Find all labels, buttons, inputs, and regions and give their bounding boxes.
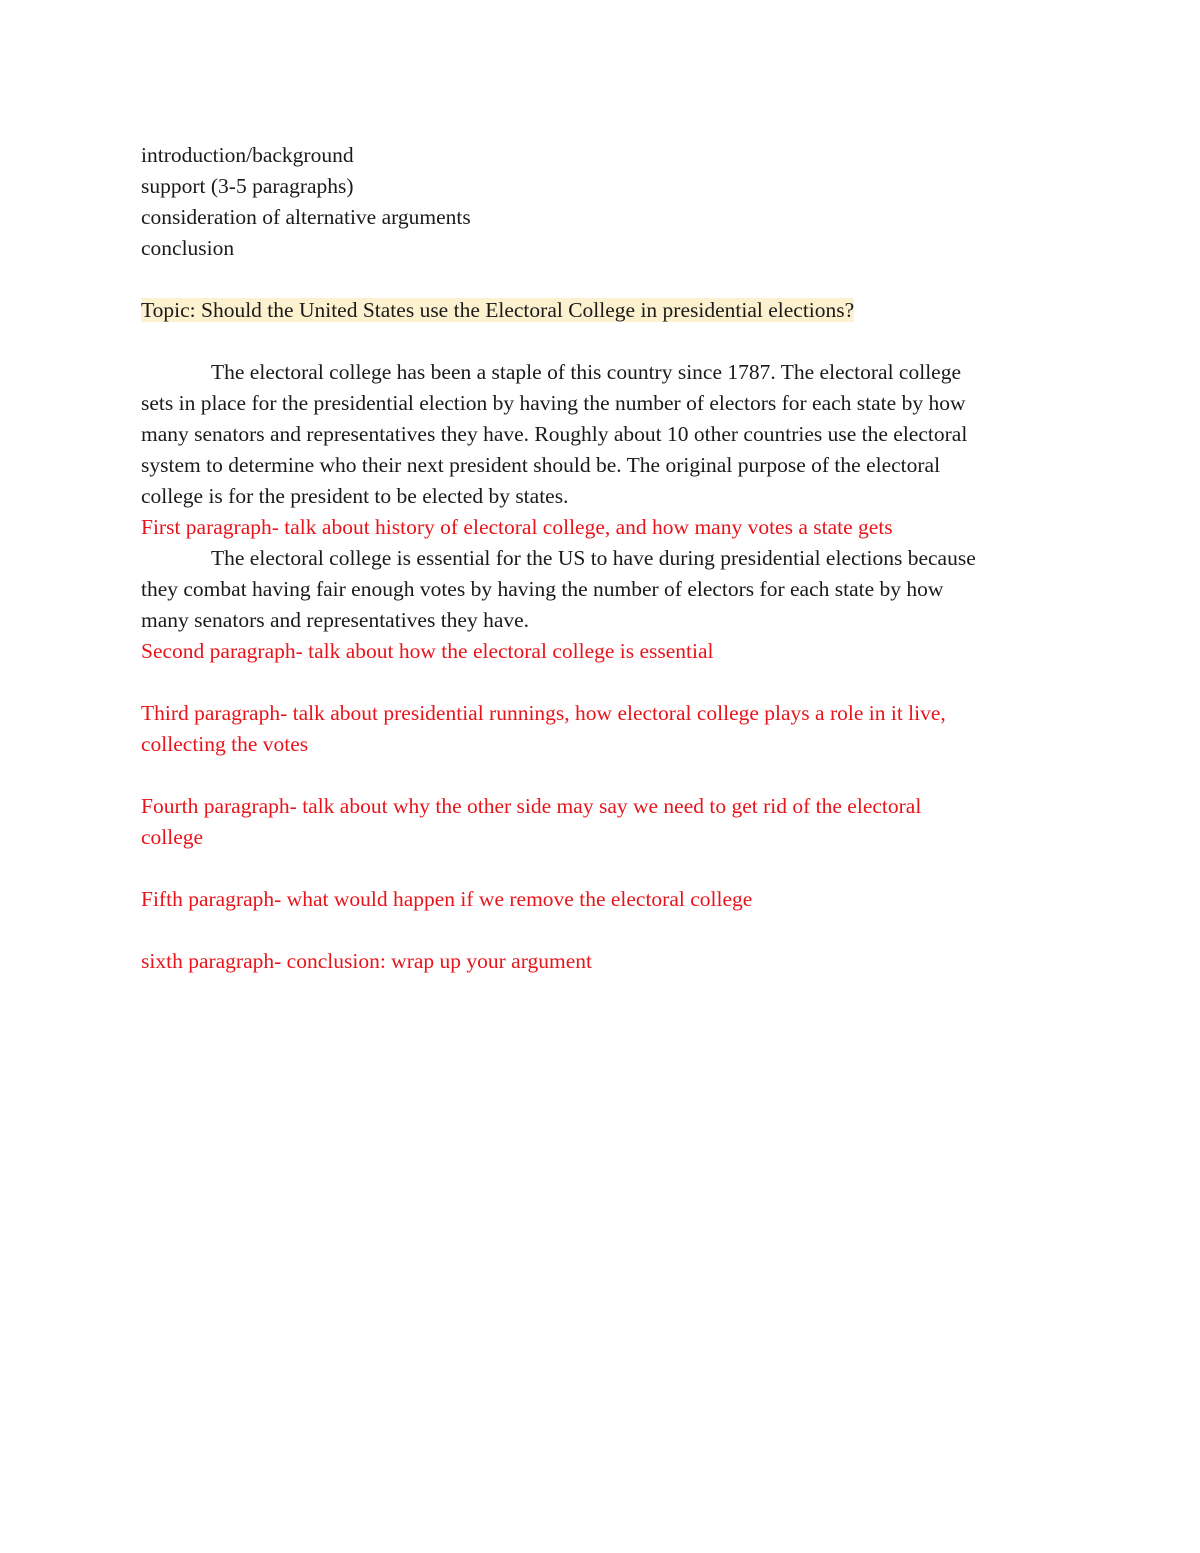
paragraph-line: The electoral college has been a staple of this country since 1787. The electoral college (211, 360, 962, 384)
spacer (141, 853, 1071, 884)
note-fifth-paragraph: Fifth paragraph- what would happen if we remove the electoral college (141, 887, 753, 911)
note-line: college (141, 825, 204, 849)
document-body (141, 140, 1071, 977)
note-line: collecting the votes (141, 732, 309, 756)
paragraph-line: The electoral college is essential for the US to have during presidential elections because (211, 546, 976, 570)
spacer (141, 760, 1071, 791)
note-second-paragraph: Second paragraph- talk about how the electoral college is essential (141, 639, 714, 663)
spacer (141, 326, 1071, 357)
outline-item-conclusion: conclusion (141, 236, 235, 260)
paragraph-line: many senators and representatives they have. (141, 608, 530, 632)
note-sixth-paragraph: sixth paragraph- conclusion: wrap up your argument (141, 949, 592, 973)
spacer (141, 264, 1071, 295)
paragraph-line: system to determine who their next president should be. The original purpose of the electoral (141, 453, 941, 477)
paragraph-line: they combat having fair enough votes by having the number of electors for each state by how (141, 577, 944, 601)
outline-item-introduction: introduction/background (141, 143, 354, 167)
topic-heading: Topic: Should the United States use the Electoral College in presidential elections? (141, 298, 855, 322)
outline-item-alternatives: consideration of alternative arguments (141, 205, 471, 229)
note-line: Third paragraph- talk about presidential runnings, how electoral college plays a role in it live, (141, 701, 946, 725)
body-paragraph-1 (141, 357, 1071, 512)
spacer (141, 667, 1071, 698)
paragraph-line: college is for the president to be elected by states. (141, 484, 569, 508)
spacer (141, 915, 1071, 946)
paragraph-line: sets in place for the presidential election by having the number of electors for each state by how (141, 391, 966, 415)
note-fourth-paragraph (141, 791, 1071, 853)
paragraph-line: many senators and representatives they have. Roughly about 10 other countries use the electoral (141, 422, 968, 446)
note-third-paragraph (141, 698, 1071, 760)
note-first-paragraph: First paragraph- talk about history of electoral college, and how many votes a state gets (141, 515, 893, 539)
body-paragraph-2 (141, 543, 1071, 636)
outline-item-support: support (3-5 paragraphs) (141, 174, 354, 198)
essay-outline (141, 140, 1071, 264)
note-line: Fourth paragraph- talk about why the other side may say we need to get rid of the electoral (141, 794, 922, 818)
